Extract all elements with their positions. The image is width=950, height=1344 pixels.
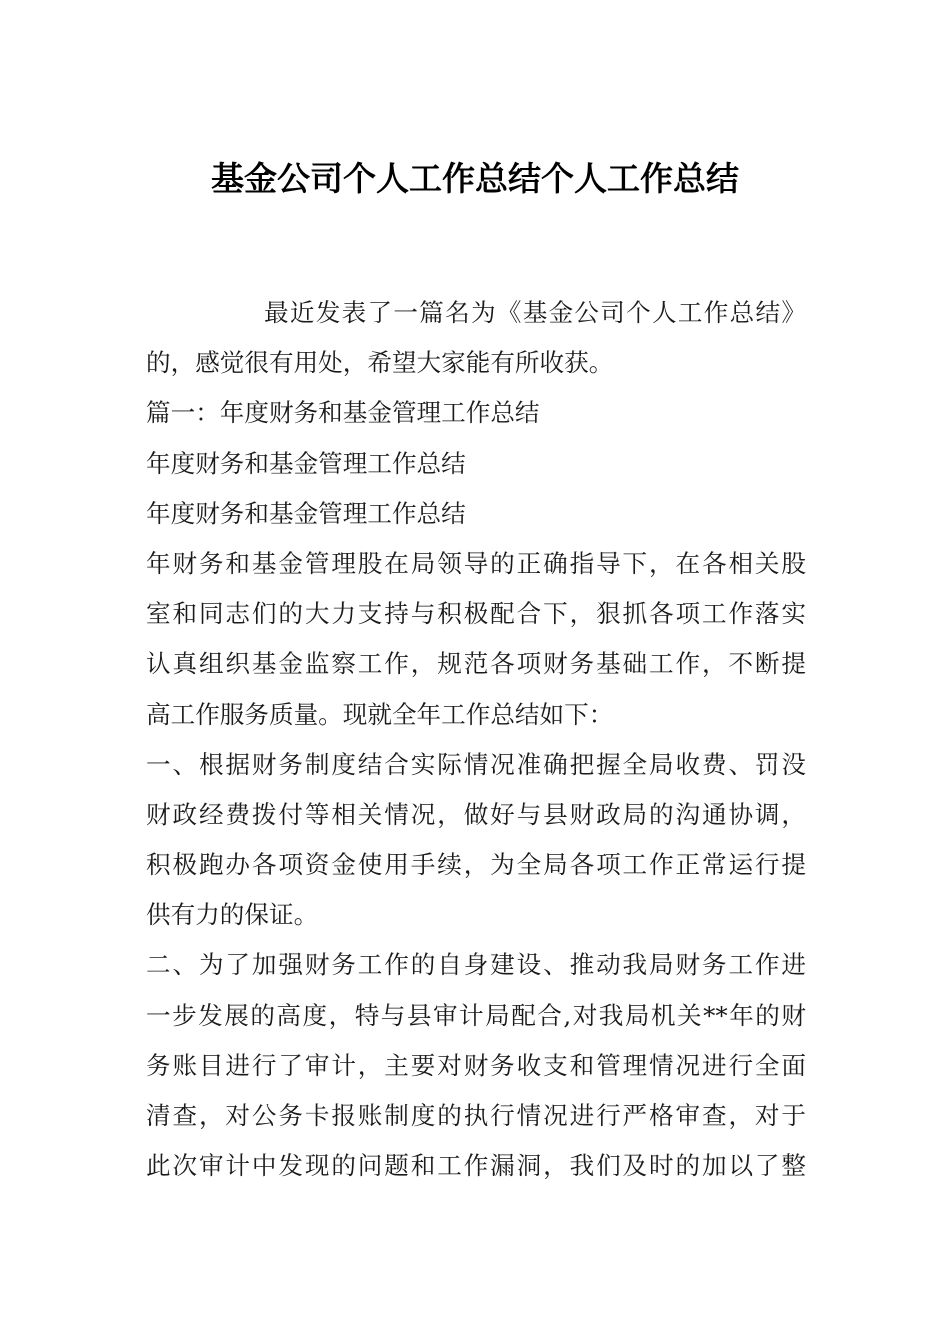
document-body bbox=[146, 288, 806, 1191]
paragraph-line: 此次审计中发现的问题和工作漏洞，我们及时的加以了整 bbox=[146, 1151, 806, 1181]
paragraph-line: 供有力的保证。 bbox=[146, 900, 319, 930]
paragraph-line: 年度财务和基金管理工作总结 bbox=[146, 498, 466, 528]
section-heading: 篇一：年度财务和基金管理工作总结 bbox=[146, 398, 540, 428]
paragraph-line: 清查，对公务卡报账制度的执行情况进行严格审查，对于 bbox=[146, 1101, 806, 1130]
paragraph-line: 高工作服务质量。现就全年工作总结如下： bbox=[146, 699, 614, 729]
paragraph-line: 财政经费拨付等相关情况，做好与县财政局的沟通协调， bbox=[146, 799, 806, 829]
paragraph-line: 的，感觉很有用处，希望大家能有所收获。 bbox=[146, 348, 614, 378]
paragraph-line: 务账目进行了审计，主要对财务收支和管理情况进行全面 bbox=[146, 1050, 806, 1080]
paragraph-line: 积极跑办各项资金使用手续，为全局各项工作正常运行提 bbox=[146, 850, 806, 880]
paragraph-line: 认真组织基金监察工作，规范各项财务基础工作，不断提 bbox=[146, 649, 806, 679]
paragraph-line: 一步发展的高度，特与县审计局配合,对我局机关**年的财 bbox=[146, 1000, 806, 1030]
paragraph-line: 最近发表了一篇名为《基金公司个人工作总结》 bbox=[264, 298, 806, 327]
paragraph-line: 一、根据财务制度结合实际情况准确把握全局收费、罚没 bbox=[146, 749, 806, 779]
document-title: 基金公司个人工作总结个人工作总结 bbox=[211, 159, 739, 198]
paragraph-line: 室和同志们的大力支持与积极配合下，狠抓各项工作落实 bbox=[146, 599, 806, 629]
paragraph-line: 年财务和基金管理股在局领导的正确指导下，在各相关股 bbox=[146, 548, 806, 578]
paragraph-line: 二、为了加强财务工作的自身建设、推动我局财务工作进 bbox=[146, 950, 806, 980]
paragraph-line: 年度财务和基金管理工作总结 bbox=[146, 448, 466, 478]
